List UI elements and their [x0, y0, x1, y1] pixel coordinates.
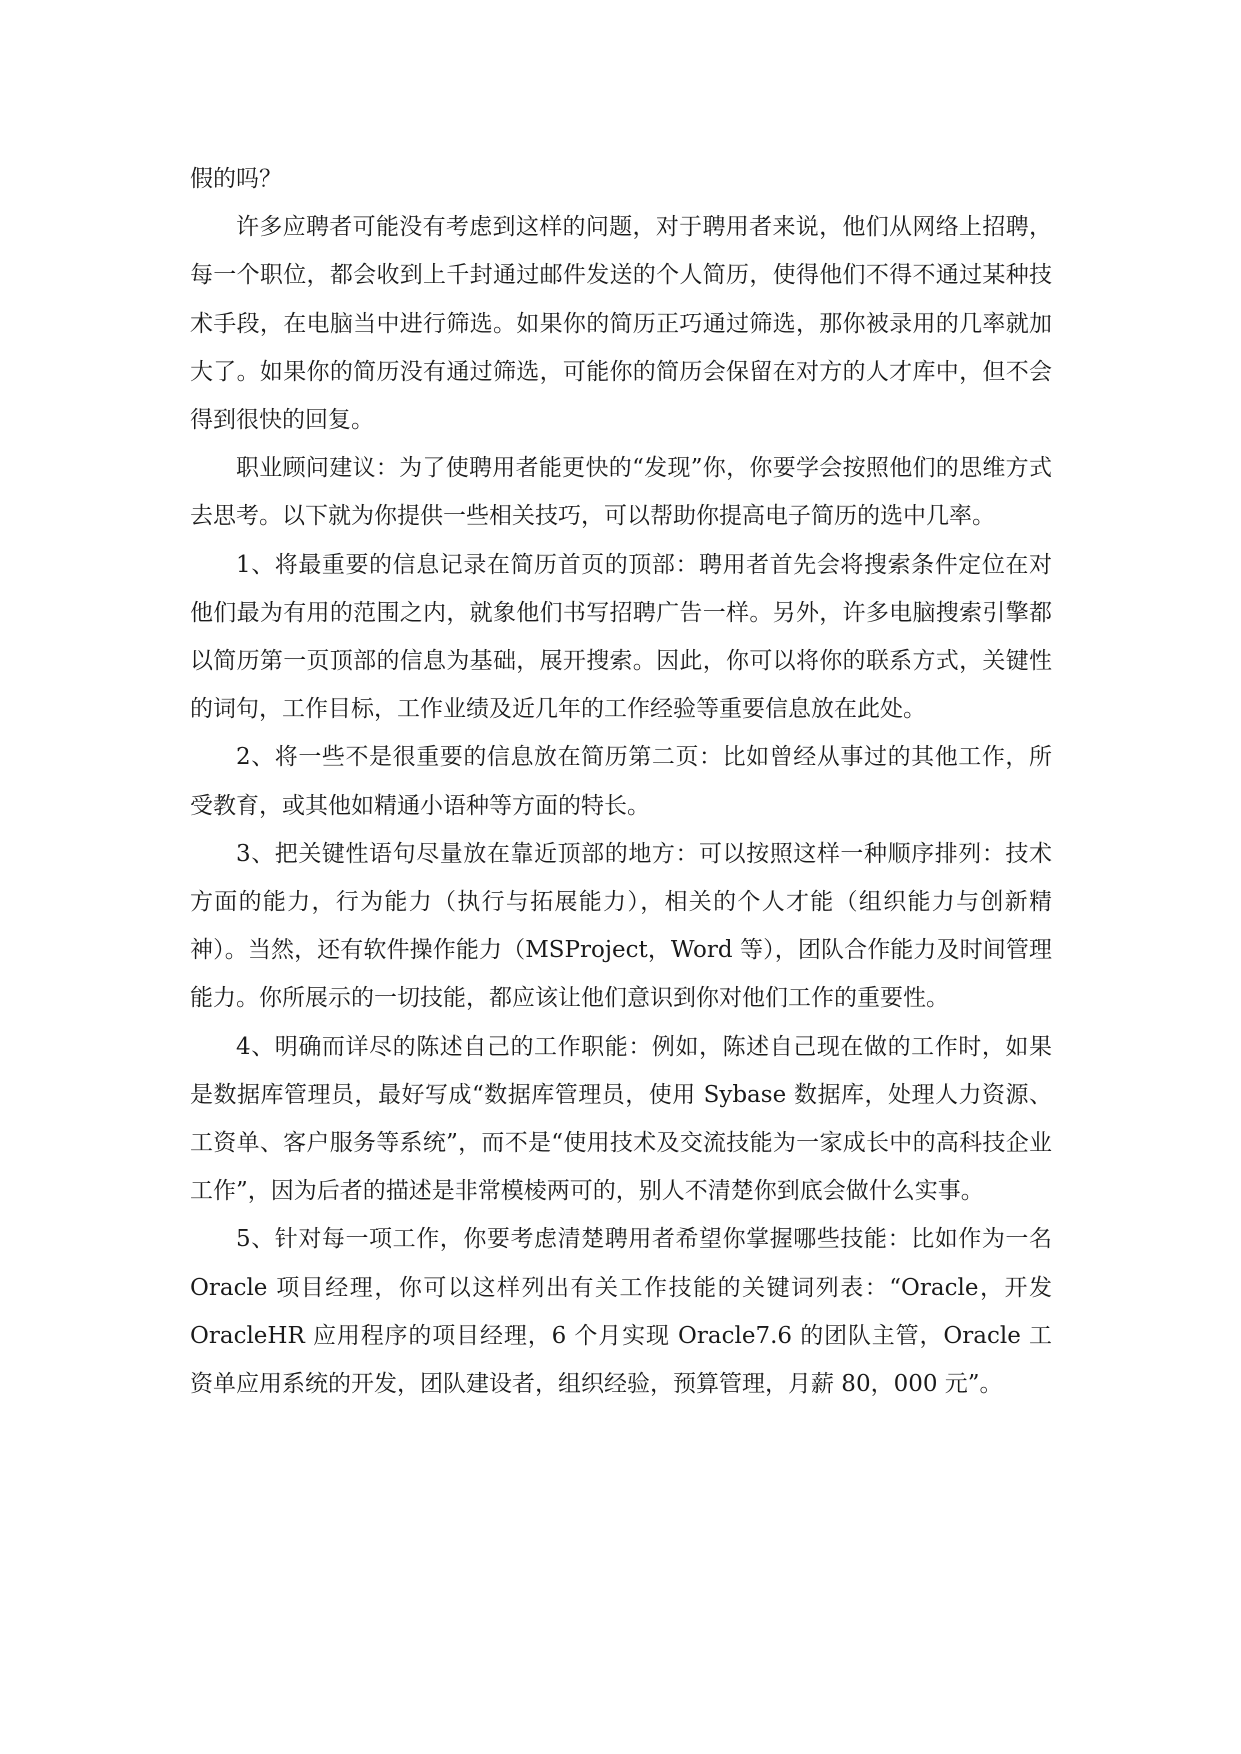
- paragraph-tip-4: 4、明确而详尽的陈述自己的工作职能：例如，陈述自己现在做的工作时，如果是数据库管理员，最好写成“数据库管理员，使用 Sybase 数据库，处理人力资源、工资单、客户服务等系统”，而不是“使用技术及交流技能为一家成长中的高科技企业工作”，因为后者的描述是非常模棱两可的，别人不清楚你到底会做什么实事。: [190, 1033, 1052, 1205]
- paragraph-tip-1: 1、将最重要的信息记录在简历首页的顶部：聘用者首先会将搜索条件定位在对他们最为有用的范围之内，就象他们书写招聘广告一样。另外，许多电脑搜索引擎都以简历第一页顶部的信息为基础，展开搜索。因此，你可以将你的联系方式，关键性的词句，工作目标，工作业绩及近几年的工作经验等重要信息放在此处。: [190, 551, 1052, 723]
- paragraph-tip-5: 5、针对每一项工作，你要考虑清楚聘用者希望你掌握哪些技能：比如作为一名 Oracle 项目经理，你可以这样列出有关工作技能的关键词列表：“Oracle，开发 OracleHR 应用程序的项目经理，6 个月实现 Oracle7.6 的团队主管，Oracle 工资单应用系统的开发，团队建设者，组织经验，预算管理，月薪 80，000 元”。: [190, 1226, 1052, 1398]
- paragraph-tip-3: 3、把关键性语句尽量放在靠近顶部的地方：可以按照这样一种顺序排列：技术方面的能力，行为能力（执行与拓展能力），相关的个人才能（组织能力与创新精神）。当然，还有软件操作能力（MSProject，Word 等），团队合作能力及时间管理能力。你所展示的一切技能，都应该让他们意识到你对他们工作的重要性。: [190, 840, 1052, 1012]
- paragraph-tip-2: 2、将一些不是很重要的信息放在简历第二页：比如曾经从事过的其他工作，所受教育，或其他如精通小语种等方面的特长。: [190, 744, 1052, 819]
- paragraph-screening-problem: 许多应聘者可能没有考虑到这样的问题，对于聘用者来说，他们从网络上招聘，每一个职位，都会收到上千封通过邮件发送的个人简历，使得他们不得不通过某种技术手段，在电脑当中进行筛选。如果你的简历正巧通过筛选，那你被录用的几率就加大了。如果你的简历没有通过筛选，可能你的简历会保留在对方的人才库中，但不会得到很快的回复。: [190, 214, 1052, 434]
- paragraph-advisor-suggestion: 职业顾问建议：为了使聘用者能更快的“发现”你，你要学会按照他们的思维方式去思考。以下就为你提供一些相关技巧，可以帮助你提高电子简历的选中几率。: [190, 455, 1052, 530]
- document-body: [190, 155, 1052, 1408]
- paragraph-continuation: 假的吗？: [190, 166, 282, 192]
